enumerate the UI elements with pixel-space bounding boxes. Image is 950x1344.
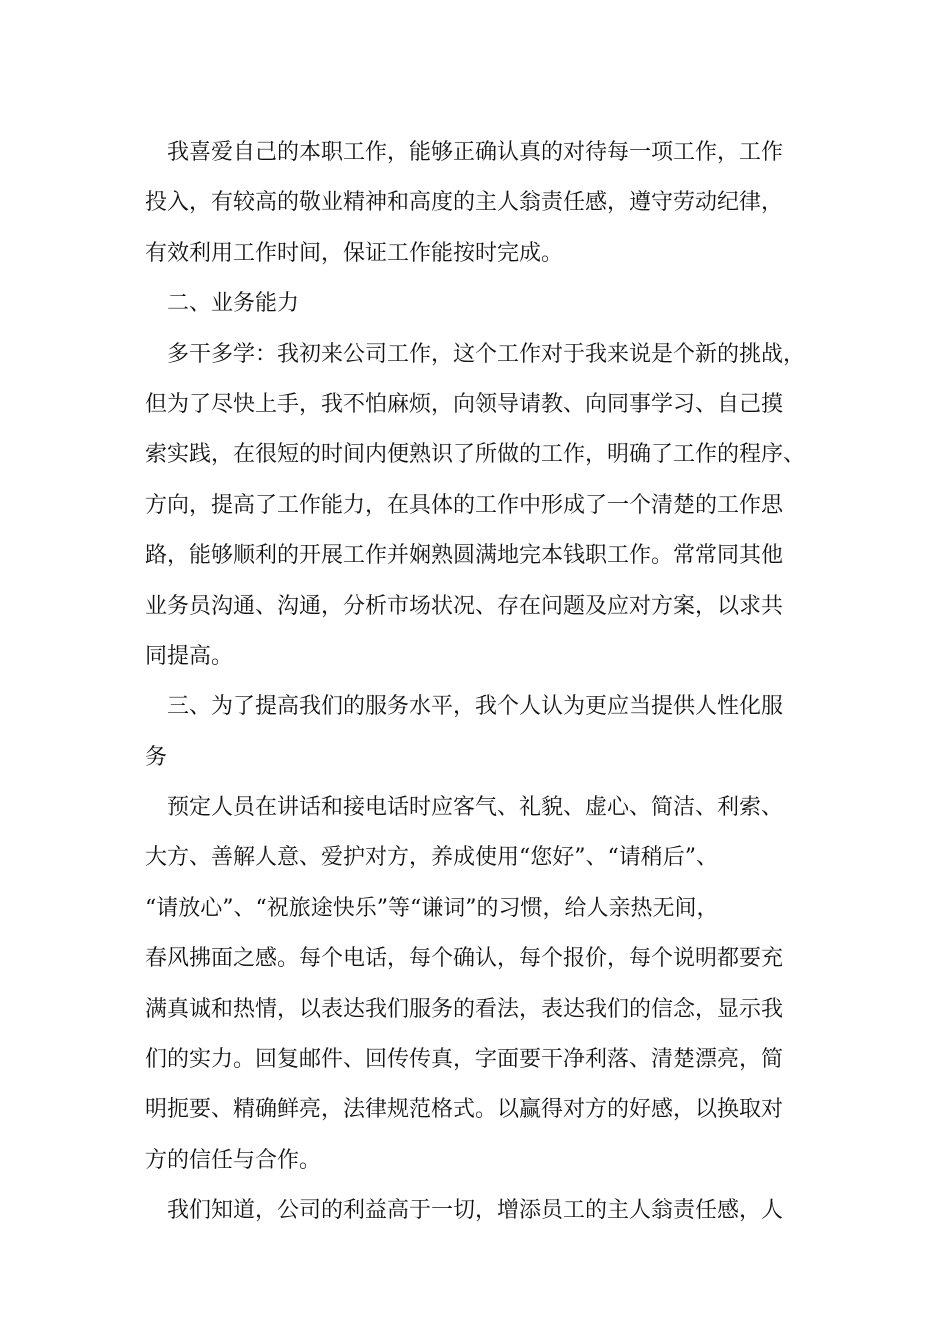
text-line: 多干多学：我初来公司工作，这个工作对于我来说是个新的挑战， bbox=[167, 341, 806, 367]
text-line: 路，能够顺利的开展工作并娴熟圆满地完本钱职工作。常常同其他 bbox=[145, 543, 784, 569]
text-line: 春风拂面之感。每个电话，每个确认，每个报价，每个说明都要充 bbox=[145, 946, 784, 972]
text-line: 我们知道，公司的利益高于一切，增添员工的主人翁责任感，人 bbox=[167, 1198, 784, 1224]
text-line: 投入，有较高的敬业精神和高度的主人翁责任感，遵守劳动纪律， bbox=[145, 190, 784, 216]
text-line: 们的实力。回复邮件、回传传真，字面要干净利落、清楚漂亮，简 bbox=[145, 1047, 784, 1073]
text-line: 方向，提高了工作能力，在具体的工作中形成了一个清楚的工作思 bbox=[145, 492, 784, 518]
text-line: 预定人员在讲话和接电话时应客气、礼貌、虚心、简洁、利索、 bbox=[167, 795, 784, 821]
text-line: 明扼要、精确鲜亮，法律规范格式。以赢得对方的好感，以换取对 bbox=[145, 1097, 784, 1123]
section-heading: 务 bbox=[145, 744, 168, 770]
text-line: 大方、善解人意、爱护对方，养成使用“您好”、“请稍后”、 bbox=[145, 845, 718, 871]
section-heading: 三、为了提高我们的服务水平，我个人认为更应当提供人性化服 bbox=[167, 694, 784, 720]
text-line: 业务员沟通、沟通，分析市场状况、存在问题及应对方案，以求共 bbox=[145, 593, 784, 619]
text-line: 索实践，在很短的时间内便熟识了所做的工作，明确了工作的程序、 bbox=[145, 442, 806, 468]
text-line: 满真诚和热情，以表达我们服务的看法，表达我们的信念，显示我 bbox=[145, 996, 784, 1022]
text-line: 方的信任与合作。 bbox=[145, 1147, 322, 1173]
text-line: 同提高。 bbox=[145, 643, 234, 669]
text-line: “请放心”、“祝旅途快乐”等“谦词”的习惯，给人亲热无间， bbox=[145, 895, 719, 921]
text-line: 但为了尽快上手，我不怕麻烦，向领导请教、向同事学习、自己摸 bbox=[145, 391, 784, 417]
section-heading: 二、业务能力 bbox=[167, 291, 300, 317]
text-line: 我喜爱自己的本职工作，能够正确认真的对待每一项工作，工作 bbox=[167, 140, 784, 165]
text-line: 有效利用工作时间，保证工作能按时完成。 bbox=[145, 240, 564, 266]
body-text bbox=[145, 128, 835, 1237]
